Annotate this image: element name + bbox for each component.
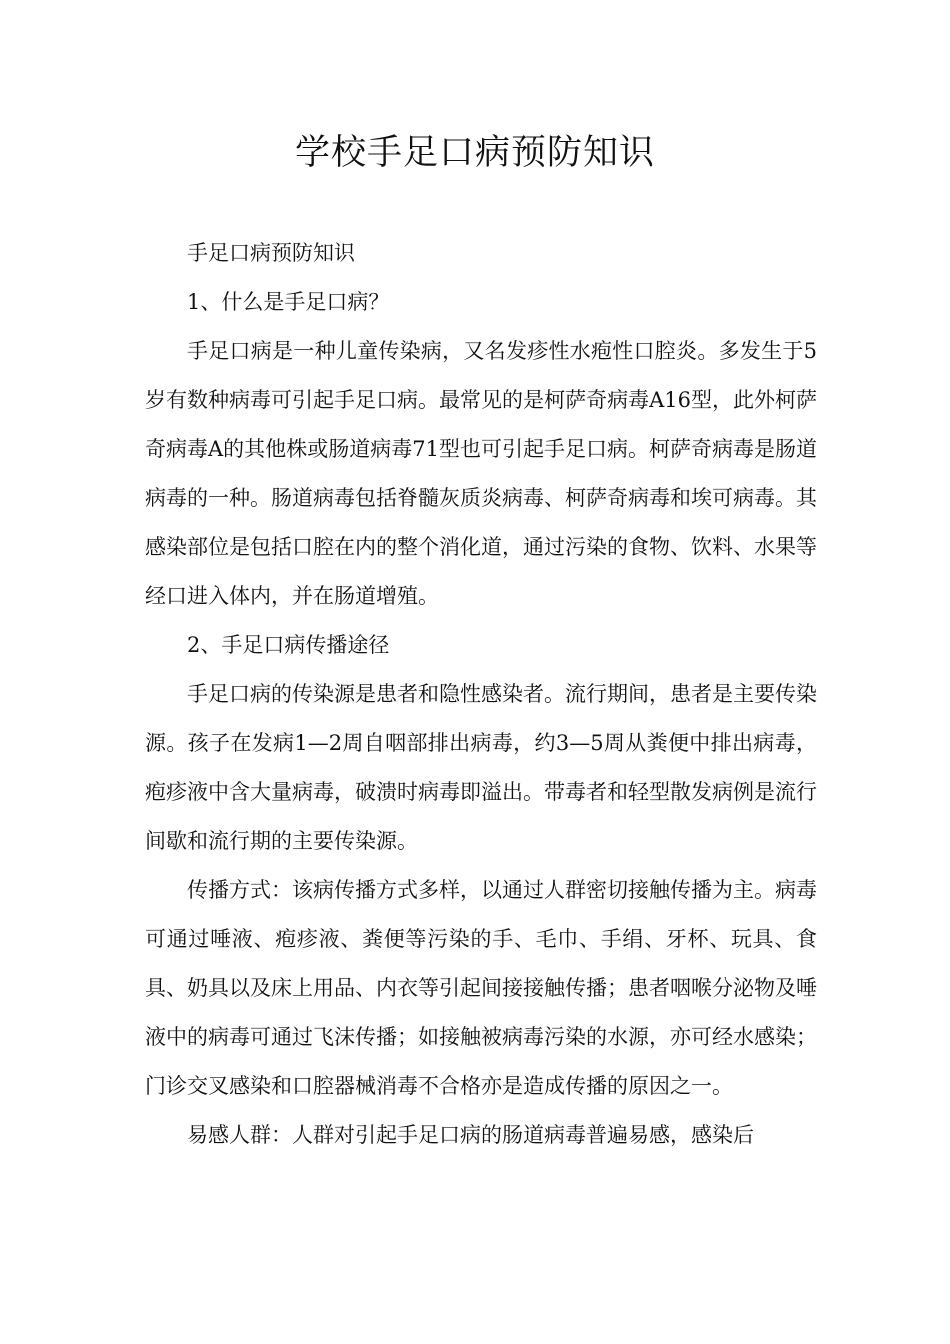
question-heading: 2、手足口病传播途径 bbox=[187, 633, 390, 657]
section-heading: 手足口病预防知识 bbox=[187, 241, 355, 265]
question-heading: 1、什么是手足口病？ bbox=[187, 290, 390, 314]
paragraph: 传播方式：该病传播方式多样，以通过人群密切接触传播为主。病毒可通过唾液、疱疹液、粪便等污染的手、毛巾、手绢、牙杯、玩具、食具、奶具以及床上用品、内衣等引起间接接触传播；患者咽喉分泌物及唾液中的病毒可通过飞沫传播；如接触被病毒污染的水源，亦可经水感染；门诊交叉感染和口腔器械消毒不合格亦是造成传播的原因之一。 bbox=[145, 878, 817, 1098]
paragraph: 手足口病是一种儿童传染病，又名发疹性水疱性口腔炎。多发生于5岁有数种病毒可引起手足口病。最常见的是柯萨奇病毒A16型，此外柯萨奇病毒A的其他株或肠道病毒71型也可引起手足口病。柯萨奇病毒是肠道病毒的一种。肠道病毒包括脊髓灰质炎病毒、柯萨奇病毒和埃可病毒。其感染部位是包括口腔在内的整个消化道，通过污染的食物、饮料、水果等经口进入体内，并在肠道增殖。 bbox=[145, 339, 817, 608]
paragraph: 手足口病的传染源是患者和隐性感染者。流行期间，患者是主要传染源。孩子在发病1—2周自咽部排出病毒，约3—5周从粪便中排出病毒，疱疹液中含大量病毒，破溃时病毒即溢出。带毒者和轻型散发病例是流行间歇和流行期的主要传染源。 bbox=[145, 682, 817, 853]
document-body bbox=[145, 229, 817, 1160]
paragraph: 易感人群：人群对引起手足口病的肠道病毒普遍易感，感染后 bbox=[187, 1123, 754, 1147]
document-title: 学校手足口病预防知识 bbox=[294, 133, 655, 173]
